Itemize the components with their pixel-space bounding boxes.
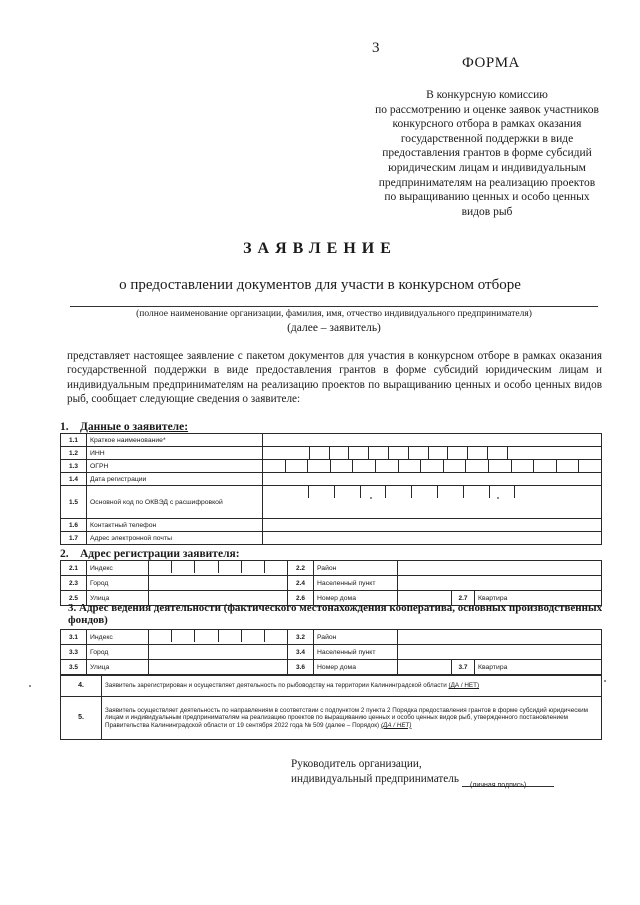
table-row bbox=[61, 532, 602, 545]
house-number-field[interactable] bbox=[398, 660, 452, 675]
row-number: 3.5 bbox=[61, 660, 87, 675]
table-row bbox=[61, 676, 602, 697]
row-number: 3.2 bbox=[288, 630, 314, 645]
addressee-line: конкурсного отбора в рамках оказания bbox=[392, 118, 582, 131]
row-label: Контактный телефон bbox=[87, 519, 263, 532]
row-label: Дата регистрации bbox=[87, 473, 263, 486]
addressee-line: государственной поддержки в виде bbox=[400, 132, 574, 145]
city-field[interactable] bbox=[149, 645, 288, 660]
table-row bbox=[61, 519, 602, 532]
addressee-line: предоставления грантов в форме субсидий bbox=[382, 147, 592, 160]
row-label: ИНН bbox=[87, 447, 263, 460]
table-row bbox=[61, 697, 602, 740]
settlement-field[interactable] bbox=[398, 576, 602, 591]
row-label: Индекс bbox=[87, 561, 149, 576]
row-number: 1.6 bbox=[61, 519, 87, 532]
condition-text: Заявитель зарегистрирован и осуществляет деятельность по рыбоводству на территории Калининградской области bbox=[105, 682, 447, 690]
row-number: 1.2 bbox=[61, 447, 87, 460]
row-number: 1.5 bbox=[61, 486, 87, 519]
form-label: ФОРМА bbox=[462, 55, 520, 71]
row-number: 1.4 bbox=[61, 473, 87, 486]
row-label: Населенный пункт bbox=[314, 576, 398, 591]
row-label: ОГРН bbox=[87, 460, 263, 473]
scan-speck bbox=[29, 685, 31, 687]
table-row bbox=[61, 434, 602, 447]
condition-text: Заявитель осуществляет деятельность по направлениям в соответствии с подпунктом 2 пункта 2 Порядка предоставления грантов в форме субсидий юридическим лицам и индивидуальным предпринимателям на реализацию проектов по выращиванию ценных и особо ценных видов рыб, утвержденного постановлением Правительства Калининградской области от 19 сентября 2022 года № 509 (далее – Порядок) bbox=[105, 706, 588, 729]
inn-field[interactable] bbox=[263, 447, 602, 460]
table-row bbox=[61, 447, 602, 460]
addressee-block bbox=[372, 88, 602, 219]
short-name-field[interactable] bbox=[263, 434, 602, 447]
row-number: 3.7 bbox=[452, 660, 475, 675]
table-row bbox=[61, 660, 602, 675]
applicant-name-hint: (полное наименование организации, фамилия, имя, отчество индивидуального предпринимателя) bbox=[136, 309, 532, 319]
index-field[interactable] bbox=[149, 630, 288, 645]
table-row bbox=[61, 473, 602, 486]
document-subtitle: о предоставлении документов для участи в конкурсном отборе bbox=[119, 277, 521, 293]
row-number: 1.1 bbox=[61, 434, 87, 447]
row-number: 2.7 bbox=[452, 591, 475, 606]
table-row bbox=[61, 576, 602, 591]
row-number: 2.6 bbox=[288, 591, 314, 606]
row-number: 2.2 bbox=[288, 561, 314, 576]
row-label: Улица bbox=[87, 660, 149, 675]
applicant-alias-hint: (далее – заявитель) bbox=[287, 322, 381, 334]
row-number: 5. bbox=[61, 697, 102, 740]
row-label: Квартира bbox=[475, 591, 602, 606]
row-label: Населенный пункт bbox=[314, 645, 398, 660]
row-number: 2.4 bbox=[288, 576, 314, 591]
row-number: 2.1 bbox=[61, 561, 87, 576]
okved-field[interactable] bbox=[263, 486, 602, 519]
signature-hint: (личная подпись) bbox=[470, 782, 527, 789]
row-label: Номер дома bbox=[314, 660, 398, 675]
addressee-line: по выращиванию ценных и особо ценных bbox=[384, 191, 590, 204]
addressee-line: видов рыб bbox=[461, 205, 513, 218]
ogrn-field[interactable] bbox=[263, 460, 602, 473]
row-number: 3.6 bbox=[288, 660, 314, 675]
addressee-line: по рассмотрению и оценке заявок участников bbox=[375, 103, 599, 116]
section3-title: Адрес ведения деятельности (фактического местонахождения кооператива, основных производственных фондов) bbox=[68, 602, 603, 627]
row-number: 1.3 bbox=[61, 460, 87, 473]
registration-date-field[interactable] bbox=[263, 473, 602, 486]
document-title: ЗАЯВЛЕНИЕ bbox=[243, 240, 397, 257]
table-row bbox=[61, 561, 602, 576]
addressee-line: предпринимателям на реализацию проектов bbox=[378, 176, 596, 189]
row-label: Город bbox=[87, 645, 149, 660]
registration-address-table bbox=[60, 560, 602, 606]
row-label: Адрес электронной почты bbox=[87, 532, 263, 545]
signature-line1: Руководитель организации, bbox=[291, 758, 422, 770]
row-label: Краткое наименование* bbox=[87, 434, 263, 447]
page-number: 3 bbox=[372, 40, 380, 56]
section1-title: Данные о заявителе: bbox=[80, 421, 189, 433]
signature-line2: индивидуальный предприниматель bbox=[291, 773, 459, 785]
section2-title: Адрес регистрации заявителя: bbox=[80, 548, 240, 560]
section1-number: 1. bbox=[60, 421, 69, 433]
table-row bbox=[61, 486, 602, 519]
street-field[interactable] bbox=[149, 660, 288, 675]
row-label: Улица bbox=[87, 591, 149, 606]
conditions-table bbox=[60, 675, 602, 740]
intro-paragraph: представляет настоящее заявление с пакетом документов для участия в конкурсном отборе в рамках оказания государственной поддержки в виде предоставления грантов в форме субсидий юридическим лицам и индивидуальным предпринимателям на реализацию проектов по выращиванию ценных и особо ценных видов рыб, сообщает следующие сведения о заявителе: bbox=[67, 350, 602, 406]
row-number: 3.3 bbox=[61, 645, 87, 660]
row-label: Город bbox=[87, 576, 149, 591]
row-label: Номер дома bbox=[314, 591, 398, 606]
activity-address-table bbox=[60, 629, 602, 675]
yes-no-choice[interactable]: (ДА / НЕТ) bbox=[380, 721, 412, 729]
addressee-line: В конкурсную комиссию bbox=[426, 89, 548, 101]
row-label: Основной код по ОКВЭД с расшифровкой bbox=[87, 486, 263, 519]
section2-number: 2. bbox=[60, 548, 69, 560]
yes-no-choice[interactable]: (ДА / НЕТ) bbox=[448, 682, 480, 690]
index-field[interactable] bbox=[149, 561, 288, 576]
row-number: 1.7 bbox=[61, 532, 87, 545]
row-number: 2.3 bbox=[61, 576, 87, 591]
row-number: 4. bbox=[61, 676, 102, 697]
condition-cell[interactable] bbox=[102, 697, 602, 740]
table-row bbox=[61, 630, 602, 645]
table-row bbox=[61, 460, 602, 473]
email-field[interactable] bbox=[263, 532, 602, 545]
row-label: Район bbox=[314, 630, 398, 645]
scan-speck bbox=[604, 680, 606, 682]
applicant-name-line[interactable] bbox=[70, 306, 598, 307]
table-row bbox=[61, 645, 602, 660]
row-label: Квартира bbox=[475, 660, 602, 675]
district-field[interactable] bbox=[398, 630, 602, 645]
row-label: Район bbox=[314, 561, 398, 576]
district-field[interactable] bbox=[398, 561, 602, 576]
section3-number: 3. bbox=[68, 602, 77, 614]
row-number: 2.5 bbox=[61, 591, 87, 606]
section1-heading bbox=[60, 421, 188, 433]
city-field[interactable] bbox=[149, 576, 288, 591]
settlement-field[interactable] bbox=[398, 645, 602, 660]
row-label: Индекс bbox=[87, 630, 149, 645]
row-number: 3.4 bbox=[288, 645, 314, 660]
phone-field[interactable] bbox=[263, 519, 602, 532]
section2-heading bbox=[60, 548, 240, 560]
addressee-line: юридическим лицам и индивидуальным bbox=[388, 161, 586, 174]
condition-cell[interactable] bbox=[102, 676, 602, 697]
applicant-data-table bbox=[60, 433, 602, 545]
row-number: 3.1 bbox=[61, 630, 87, 645]
section3-heading bbox=[68, 602, 603, 627]
